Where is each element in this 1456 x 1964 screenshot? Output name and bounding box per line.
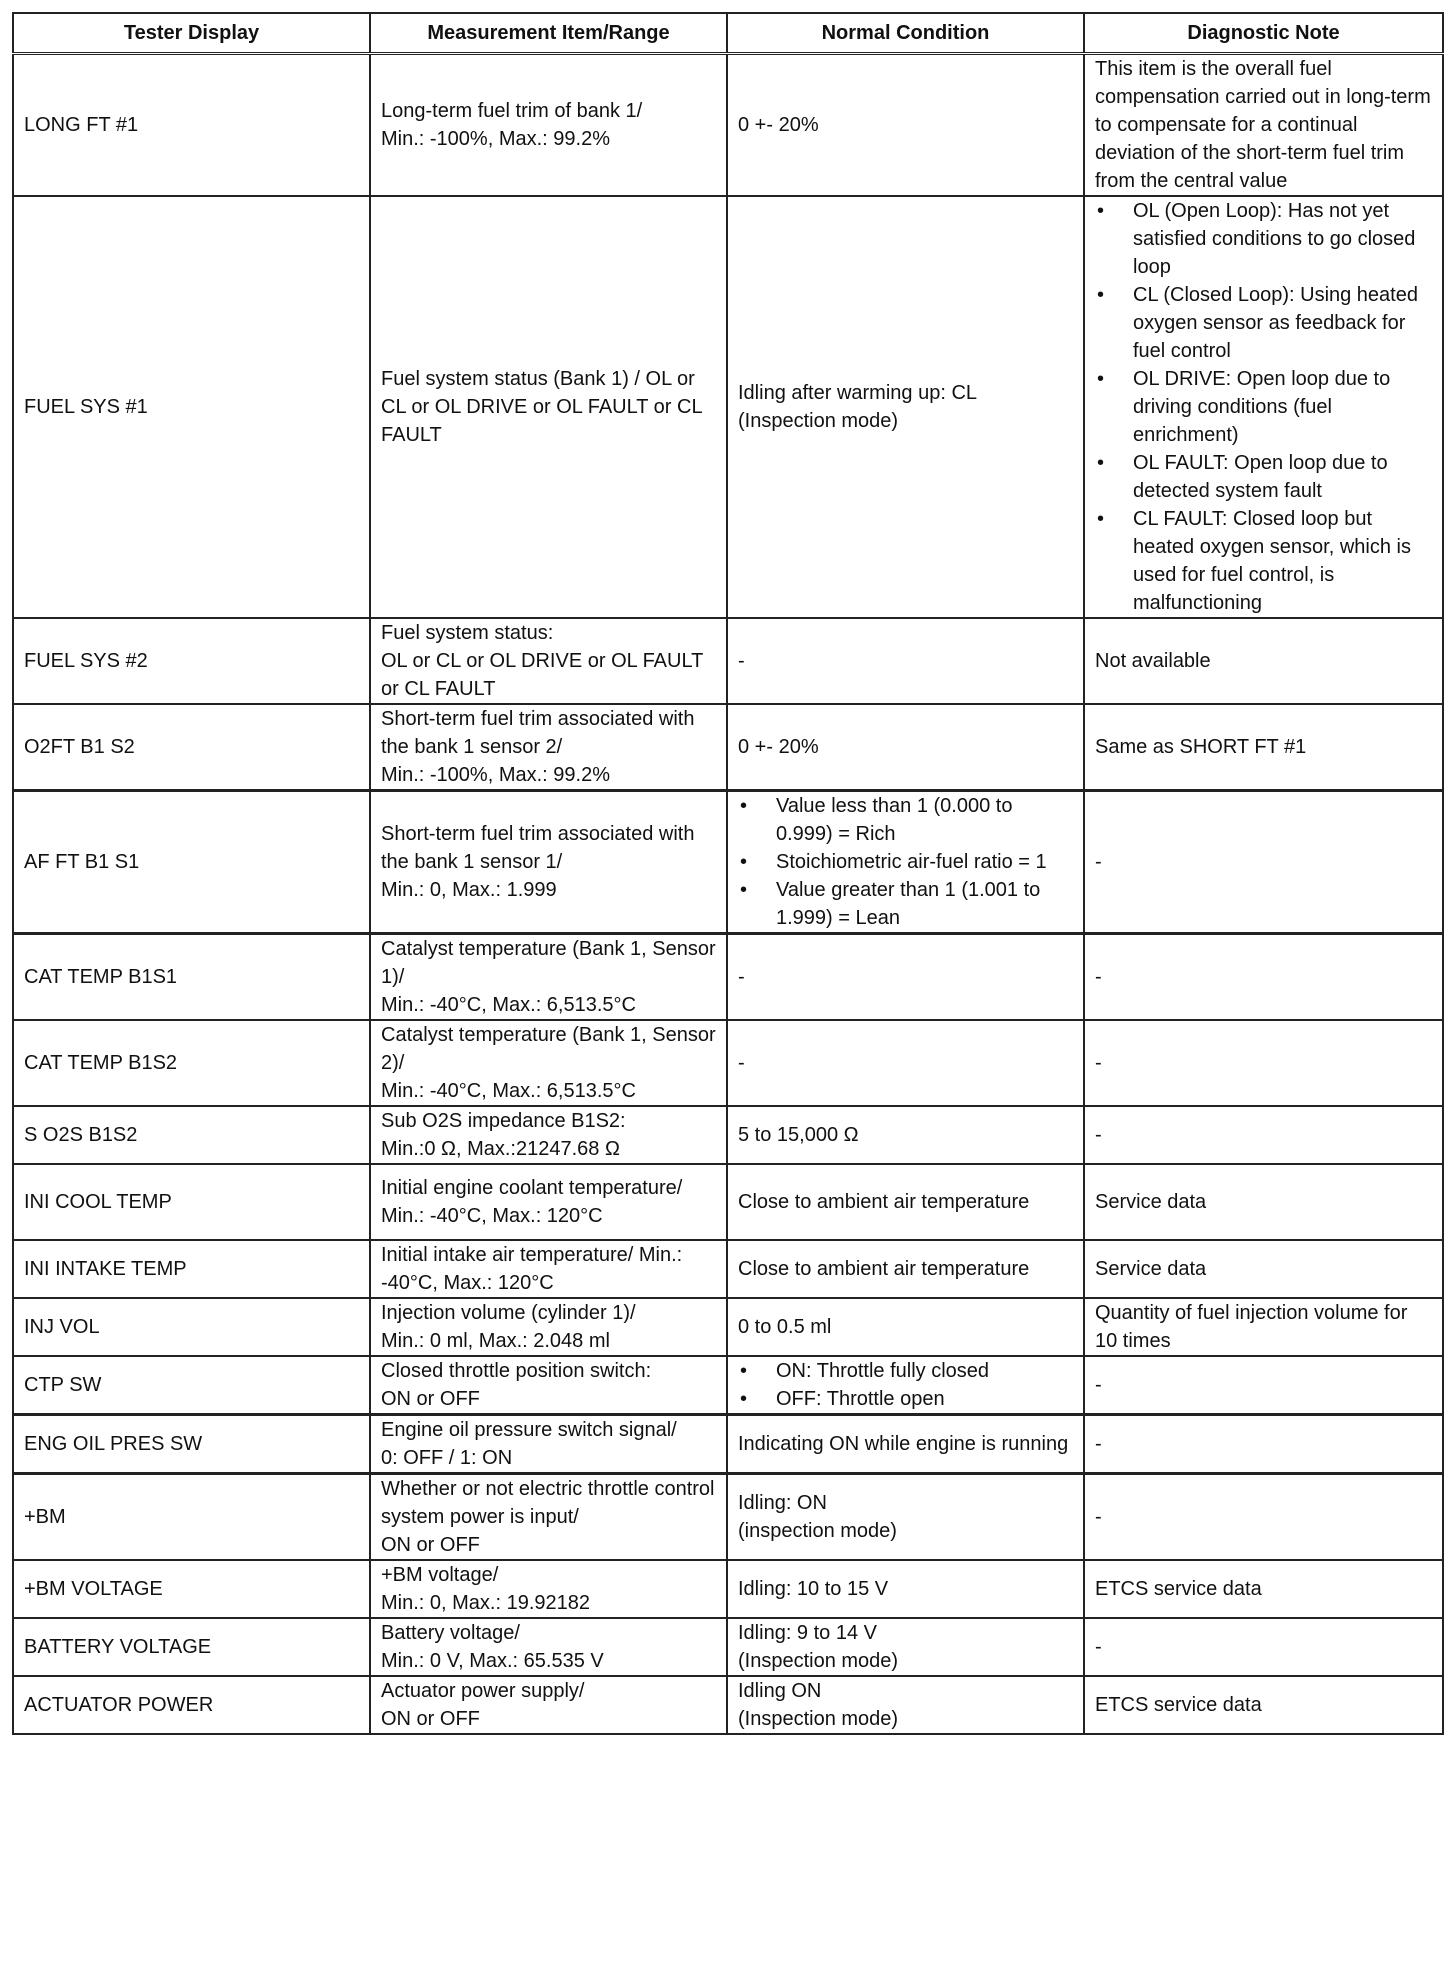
- table-row: [13, 54, 1443, 197]
- diagnostic-note-line: ETCS service data: [1095, 1694, 1262, 1716]
- measurement-cell: [370, 1164, 727, 1240]
- diagnostic-note-line: -: [1095, 1433, 1102, 1455]
- tester-display-cell: +BM: [13, 1474, 370, 1561]
- measurement-line: Catalyst temperature (Bank 1, Sensor 1)/: [381, 938, 716, 988]
- normal-condition-line: Idling after warming up: CL: [738, 382, 978, 404]
- diagnostic-note-cell: [1084, 1618, 1443, 1676]
- diagnostic-note-line: -: [1095, 1052, 1102, 1074]
- diagnostic-note-cell: [1084, 1474, 1443, 1561]
- tester-display-cell: O2FT B1 S2: [13, 704, 370, 791]
- measurement-line: Min.: -40°C, Max.: 6,513.5°C: [381, 994, 636, 1016]
- measurement-line: Long-term fuel trim of bank 1/: [381, 100, 643, 122]
- measurement-line: Engine oil pressure switch signal/: [381, 1419, 677, 1441]
- diagnostic-note-line: Service data: [1095, 1191, 1207, 1213]
- diagnostic-note-line: Quantity of fuel injection volume for 10 times: [1095, 1302, 1408, 1352]
- normal-condition-line: (Inspection mode): [738, 1708, 899, 1730]
- table-row: [13, 934, 1443, 1021]
- normal-condition-line: Indicating ON while engine is running: [738, 1433, 1069, 1455]
- measurement-cell: [370, 1298, 727, 1356]
- measurement-cell: [370, 704, 727, 791]
- measurement-line: Min.: 0 V, Max.: 65.535 V: [381, 1650, 604, 1672]
- diagnostic-note-line: -: [1095, 1124, 1102, 1146]
- normal-condition-cell: [727, 1618, 1084, 1676]
- normal-condition-cell: [727, 934, 1084, 1021]
- normal-condition-line: -: [738, 1052, 745, 1074]
- diagnostic-note-cell: [1084, 1560, 1443, 1618]
- measurement-line: Min.: 0, Max.: 19.92182: [381, 1592, 591, 1614]
- tester-display-cell: AF FT B1 S1: [13, 791, 370, 934]
- measurement-cell: [370, 1106, 727, 1164]
- measurement-cell: [370, 1415, 727, 1474]
- diagnostic-note-line: Not available: [1095, 650, 1211, 672]
- diagnostic-note-cell: [1084, 1106, 1443, 1164]
- tester-display-cell: CAT TEMP B1S1: [13, 934, 370, 1021]
- diagnostic-note-cell: [1084, 1164, 1443, 1240]
- table-row: [13, 1415, 1443, 1474]
- table-row: [13, 1474, 1443, 1561]
- table-row: [13, 618, 1443, 704]
- measurement-line: Short-term fuel trim associated with the bank 1 sensor 2/: [381, 708, 695, 758]
- normal-condition-cell: [727, 704, 1084, 791]
- data-list-table: [12, 12, 1444, 1735]
- measurement-line: Initial engine coolant temperature/ Min.: -40°C, Max.: 120°C: [381, 1177, 683, 1227]
- bullet-item: • CL (Closed Loop): Using heated oxygen sensor as feedback for fuel control: [1095, 281, 1432, 365]
- normal-condition-cell: [727, 54, 1084, 197]
- header-measurement-item: Measurement Item/Range: [370, 13, 727, 54]
- diagnostic-note-line: Service data: [1095, 1258, 1207, 1280]
- diagnostic-note-cell: [1084, 791, 1443, 934]
- normal-condition-cell: [727, 1298, 1084, 1356]
- bullet-item: • ON: Throttle fully closed: [738, 1357, 1073, 1385]
- normal-condition-line: Idling: 9 to 14 V: [738, 1622, 877, 1644]
- measurement-cell: [370, 54, 727, 197]
- measurement-line: Closed throttle position switch:: [381, 1360, 652, 1382]
- diagnostic-note-line: ETCS service data: [1095, 1578, 1262, 1600]
- header-tester-display: Tester Display: [13, 13, 370, 54]
- tester-display-cell: +BM VOLTAGE: [13, 1560, 370, 1618]
- normal-condition-cell: [727, 1106, 1084, 1164]
- bullet-list: [1095, 197, 1432, 617]
- tester-display-cell: FUEL SYS #1: [13, 196, 370, 618]
- normal-condition-line: (Inspection mode): [738, 1650, 899, 1672]
- normal-condition-cell: [727, 791, 1084, 934]
- normal-condition-line: 0 +- 20%: [738, 736, 819, 758]
- bullet-item: • Value less than 1 (0.000 to 0.999) = Rich: [738, 792, 1073, 848]
- measurement-line: Battery voltage/: [381, 1622, 520, 1644]
- normal-condition-cell: [727, 1164, 1084, 1240]
- header-diagnostic-note: Diagnostic Note: [1084, 13, 1443, 54]
- diagnostic-note-cell: [1084, 1020, 1443, 1106]
- measurement-cell: [370, 791, 727, 934]
- measurement-line: Min.: -100%, Max.: 99.2%: [381, 764, 610, 786]
- table-row: [13, 1240, 1443, 1298]
- table-row: [13, 791, 1443, 934]
- normal-condition-line: Close to ambient air temperature: [738, 1258, 1030, 1280]
- table-row: [13, 1356, 1443, 1415]
- diagnostic-note-cell: [1084, 1298, 1443, 1356]
- measurement-line: ON or OFF: [381, 1534, 480, 1556]
- measurement-line: Sub O2S impedance B1S2:: [381, 1110, 626, 1132]
- diagnostic-note-cell: [1084, 1676, 1443, 1734]
- normal-condition-line: -: [738, 650, 745, 672]
- measurement-line: Fuel system status (Bank 1) / OL or CL or OL DRIVE or OL FAULT or CL FAULT: [381, 368, 702, 446]
- diagnostic-note-cell: [1084, 1240, 1443, 1298]
- bullet-item: • CL FAULT: Closed loop but heated oxygen sensor, which is used for fuel control, is malfunctioning: [1095, 505, 1432, 617]
- diagnostic-note-line: -: [1095, 966, 1102, 988]
- normal-condition-cell: [727, 1560, 1084, 1618]
- diagnostic-note-line: -: [1095, 1374, 1102, 1396]
- table-body: [13, 54, 1443, 1735]
- normal-condition-line: 5 to 15,000 Ω: [738, 1124, 859, 1146]
- diagnostic-note-cell: [1084, 704, 1443, 791]
- measurement-cell: [370, 196, 727, 618]
- tester-display-cell: INI INTAKE TEMP: [13, 1240, 370, 1298]
- tester-display-cell: S O2S B1S2: [13, 1106, 370, 1164]
- table-row: [13, 1560, 1443, 1618]
- measurement-line: Short-term fuel trim associated with the bank 1 sensor 1/: [381, 823, 695, 873]
- measurement-cell: [370, 1618, 727, 1676]
- bullet-item: • Value greater than 1 (1.001 to 1.999) = Lean: [738, 876, 1073, 932]
- measurement-line: Initial intake air temperature/ Min.: -40°C, Max.: 120°C: [381, 1244, 683, 1294]
- bullet-item: • OFF: Throttle open: [738, 1385, 1073, 1413]
- normal-condition-line: Idling: 10 to 15 V: [738, 1578, 889, 1600]
- diagnostic-note-line: -: [1095, 1636, 1102, 1658]
- bullet-item: • OL (Open Loop): Has not yet satisfied conditions to go closed loop: [1095, 197, 1432, 281]
- bullet-item: • Stoichiometric air-fuel ratio = 1: [738, 848, 1073, 876]
- table-row: [13, 196, 1443, 618]
- measurement-line: +BM voltage/: [381, 1564, 499, 1586]
- normal-condition-line: 0 to 0.5 ml: [738, 1316, 832, 1338]
- bullet-item: • OL FAULT: Open loop due to detected system fault: [1095, 449, 1432, 505]
- diagnostic-note-line: -: [1095, 851, 1102, 873]
- measurement-line: OL or CL or OL DRIVE or OL FAULT or CL FAULT: [381, 650, 703, 700]
- table-row: [13, 1298, 1443, 1356]
- diagnostic-note-cell: [1084, 1415, 1443, 1474]
- normal-condition-line: Close to ambient air temperature: [738, 1191, 1030, 1213]
- measurement-line: Min.: 0, Max.: 1.999: [381, 879, 557, 901]
- table-row: [13, 704, 1443, 791]
- measurement-cell: [370, 618, 727, 704]
- diagnostic-note-cell: [1084, 618, 1443, 704]
- tester-display-cell: INJ VOL: [13, 1298, 370, 1356]
- normal-condition-line: (inspection mode): [738, 1520, 897, 1542]
- normal-condition-line: 0 +- 20%: [738, 114, 819, 136]
- normal-condition-line: -: [738, 966, 745, 988]
- table-row: [13, 1106, 1443, 1164]
- measurement-line: ON or OFF: [381, 1388, 480, 1410]
- table-row: [13, 1020, 1443, 1106]
- bullet-list: [738, 792, 1073, 932]
- tester-display-cell: CAT TEMP B1S2: [13, 1020, 370, 1106]
- measurement-line: Min.: -40°C, Max.: 6,513.5°C: [381, 1080, 636, 1102]
- measurement-cell: [370, 1020, 727, 1106]
- measurement-cell: [370, 1356, 727, 1415]
- measurement-line: Min.:0 Ω, Max.:21247.68 Ω: [381, 1138, 620, 1160]
- bullet-item: • OL DRIVE: Open loop due to driving conditions (fuel enrichment): [1095, 365, 1432, 449]
- measurement-line: Catalyst temperature (Bank 1, Sensor 2)/: [381, 1024, 716, 1074]
- tester-display-cell: FUEL SYS #2: [13, 618, 370, 704]
- normal-condition-cell: [727, 618, 1084, 704]
- normal-condition-line: Idling ON: [738, 1680, 822, 1702]
- normal-condition-cell: [727, 196, 1084, 618]
- table-header: [13, 13, 1443, 54]
- tester-display-cell: ENG OIL PRES SW: [13, 1415, 370, 1474]
- diagnostic-note-line: Same as SHORT FT #1: [1095, 736, 1307, 758]
- measurement-cell: [370, 1560, 727, 1618]
- measurement-line: ON or OFF: [381, 1708, 480, 1730]
- normal-condition-cell: [727, 1240, 1084, 1298]
- normal-condition-cell: [727, 1020, 1084, 1106]
- diagnostic-note-cell: [1084, 1356, 1443, 1415]
- table-row: [13, 1164, 1443, 1240]
- normal-condition-line: Idling: ON: [738, 1492, 827, 1514]
- measurement-line: Min.: 0 ml, Max.: 2.048 ml: [381, 1330, 610, 1352]
- measurement-line: Fuel system status:: [381, 622, 554, 644]
- tester-display-cell: ACTUATOR POWER: [13, 1676, 370, 1734]
- diagnostic-note-cell: [1084, 196, 1443, 618]
- measurement-cell: [370, 1240, 727, 1298]
- diagnostic-note-cell: [1084, 934, 1443, 1021]
- header-row: [13, 13, 1443, 54]
- diagnostic-note-line: -: [1095, 1506, 1102, 1528]
- normal-condition-line: (Inspection mode): [738, 410, 899, 432]
- measurement-line: Min.: -100%, Max.: 99.2%: [381, 128, 610, 150]
- header-normal-condition: Normal Condition: [727, 13, 1084, 54]
- data-list-sheet: [12, 12, 1442, 1735]
- normal-condition-cell: [727, 1415, 1084, 1474]
- table-row: [13, 1676, 1443, 1734]
- diagnostic-note-line: This item is the overall fuel compensation carried out in long-term to compensate for a continual deviation of the short-term fuel trim from the central value: [1095, 58, 1431, 192]
- measurement-line: 0: OFF / 1: ON: [381, 1447, 513, 1469]
- tester-display-cell: CTP SW: [13, 1356, 370, 1415]
- normal-condition-cell: [727, 1474, 1084, 1561]
- measurement-line: Actuator power supply/: [381, 1680, 585, 1702]
- diagnostic-note-cell: [1084, 54, 1443, 197]
- tester-display-cell: LONG FT #1: [13, 54, 370, 197]
- measurement-cell: [370, 934, 727, 1021]
- tester-display-cell: INI COOL TEMP: [13, 1164, 370, 1240]
- measurement-line: Injection volume (cylinder 1)/: [381, 1302, 636, 1324]
- table-row: [13, 1618, 1443, 1676]
- bullet-list: [738, 1357, 1073, 1413]
- tester-display-cell: BATTERY VOLTAGE: [13, 1618, 370, 1676]
- normal-condition-cell: [727, 1676, 1084, 1734]
- measurement-cell: [370, 1676, 727, 1734]
- measurement-cell: [370, 1474, 727, 1561]
- measurement-line: Whether or not electric throttle control system power is input/: [381, 1478, 715, 1528]
- normal-condition-cell: [727, 1356, 1084, 1415]
